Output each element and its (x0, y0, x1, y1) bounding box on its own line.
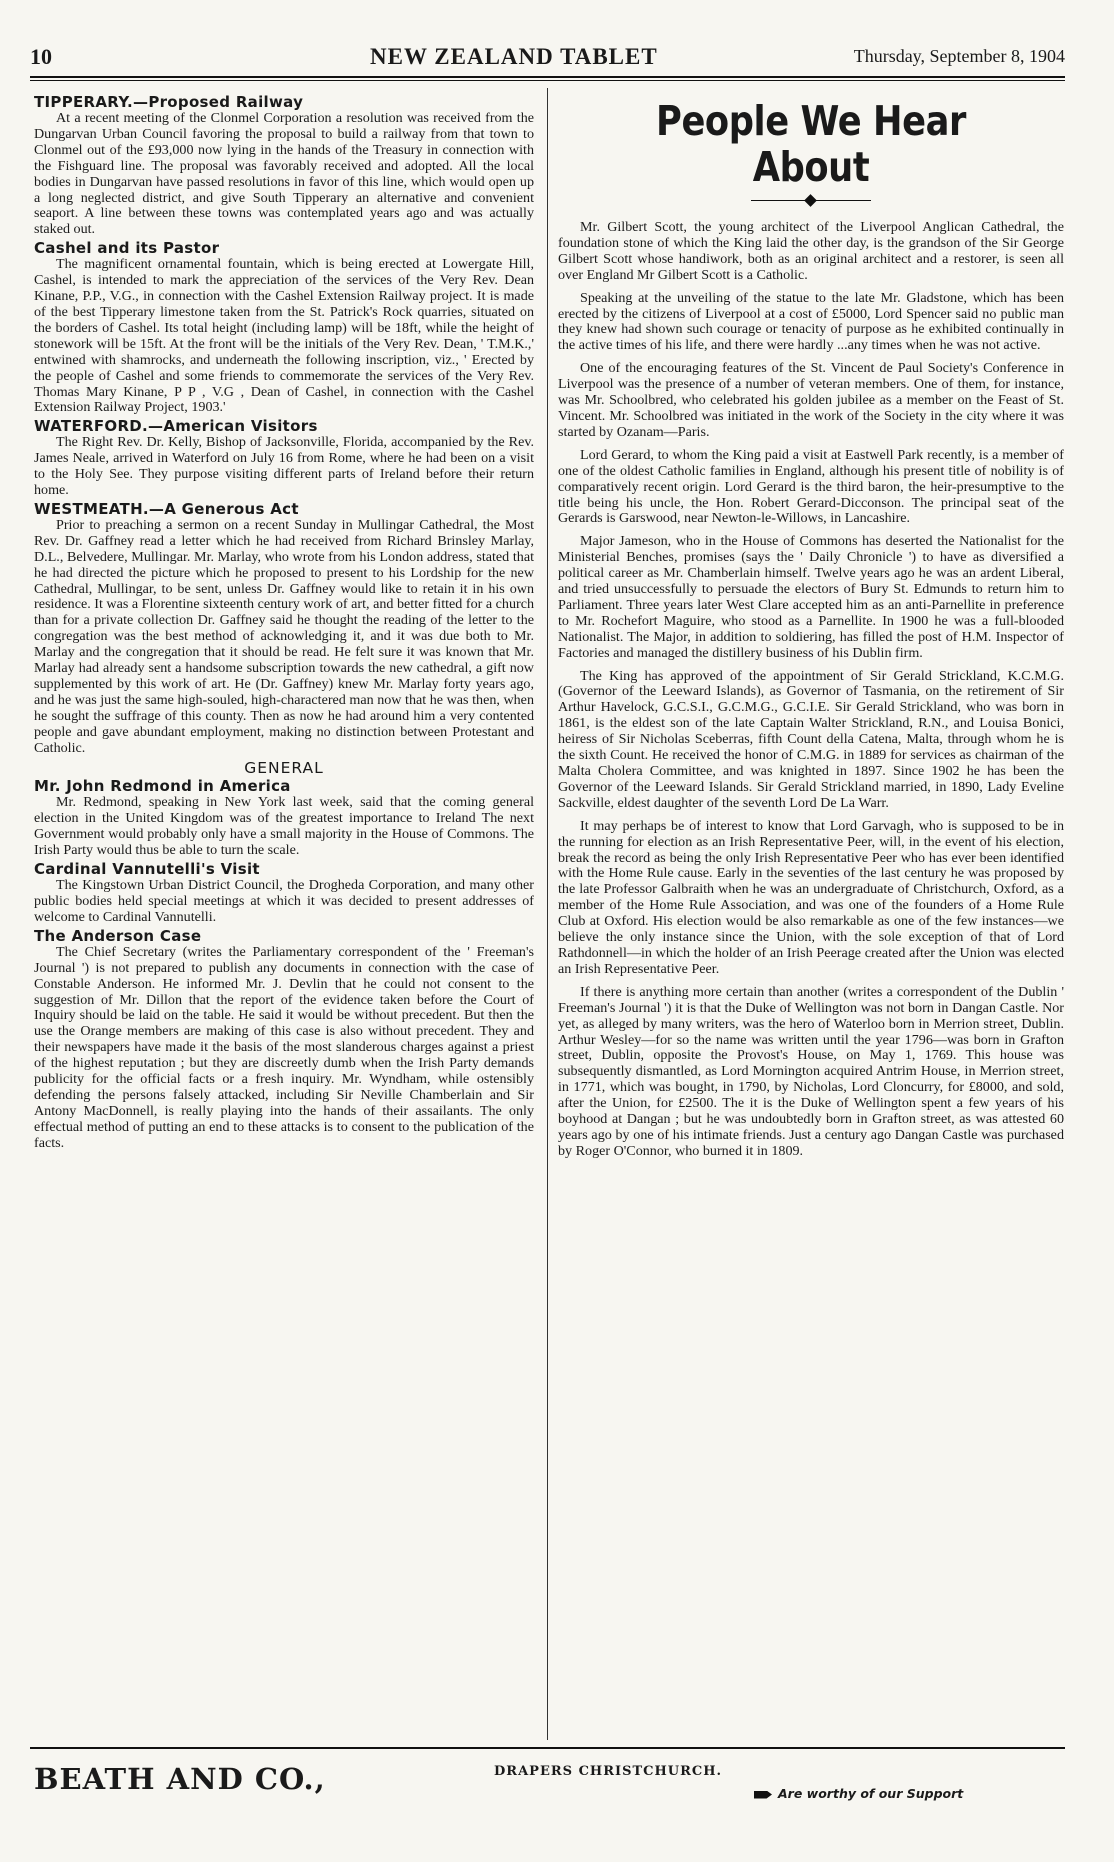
tipperary-article: At a recent meeting of the Clonmel Corporation a resolution was received from the Dungarvan Urban Council favoring the proposal to build a railway from that town to Clonmel out of the £93,000 now lying in the hands of the Treasury in connection with the Fishguard line. The proposal was favorably received and adopted. All the local bodies in Dungarvan have passed resolutions in favor of this line, which would open up a long neglected district, and give South Tipperary an alternative and convenient seaport. A line between these towns was contemplated years ago and was actually staked out. (34, 110, 534, 238)
vannutelli-heading: Cardinal Vannutelli's Visit (34, 860, 260, 879)
issue-date: Thursday, September 8, 1904 (853, 46, 1065, 66)
people-paragraph: Speaking at the unveiling of the statue to the late Mr. Gladstone, which has been erected by the citizens of Liverpool at a cost of £5000, Lord Spencer said no public man they knew had shown such courage or tenacity of purpose as he exhibited continually in the active times of his life, and there were hardly ...any times when he was not active. (558, 289, 1064, 354)
vannutelli-article: The Kingstown Urban District Council, the Drogheda Corporation, and many other public bodies held special meetings at which it was decided to present addresses of welcome to Cardinal Vannutelli. (34, 877, 534, 925)
right-column (558, 98, 1064, 1160)
advertiser-tagline: DRAPERS CHRISTCHURCH. (494, 1764, 723, 1779)
people-paragraph: Major Jameson, who in the House of Commons has deserted the Nationalist for the Ministerial Benches, promises (says the ' Daily Chronicle ') to have as diversified a political career as Mr. Chamberlain himself. Twelve years ago he was an ardent Liberal, and tried unsuccessfully to persuade the electors of Bury St. Edmunds to return him to Parliament. Three years later West Clare accepted him as an anti-Parnellite in preference to Mr. Rochefort Maguire, who stood as a Parnellite. In 1900 he was a full-blooded Nationalist. The Major, in addition to soldiering, has filled the post of H.M. Inspector of Factories and managed the distillery business of his Dublin firm. (558, 533, 1064, 661)
masthead: NEW ZEALAND TABLET (370, 44, 658, 69)
advertisement-footer (34, 1762, 1064, 1802)
column-divider (547, 88, 548, 1740)
anderson-article: The Chief Secretary (writes the Parliamentary correspondent of the ' Freeman's Journal ') is not prepared to publish any documents in connection with the case of Constable Anderson. He informed Mr. J. Devlin that he could not consent to the suggestion of Mr. Dillon that the report of the evidence taken before the Court of Inquiry should be laid on the table. He said it would be without precedent. But then the use the Orange members are making of this case is also without precedent. They and their newspapers have made it the basis of the most slanderous charges against a priest of the highest reputation ; but they are discreetly dumb when the Irish Party demands publicity for the official facts or a fresh inquiry. Mr. Wyndham, while ostensibly defending the persons falsely attacked, including Sir Neville Chamberlain and Sir Antony MacDonnell, is really playing into the hands of their assailants. The only effectual method of putting an end to these attacks is to consent to the publication of the facts. (34, 943, 534, 1151)
page-header (30, 44, 1065, 74)
waterford-heading: WATERFORD.—American Visitors (34, 417, 318, 436)
cashel-article: The magnificent ornamental fountain, which is being erected at Lowergate Hill, Cashel, is intended to mark the appreciation of the services of the Very Rev. Dean Kinane, P.P., V.G., in connection with the Cashel Extension Railway project. It is made of the best Tipperary limestone taken from the St. Patrick's Rock quarries, situated on the borders of Cashel. Its total height (including lamp) will be 18ft, while the height of stonework will be 15ft. At the front will be the initials of the Very Rev. Dean, ' T.M.K.,' entwined with shamrocks, and underneath the following inscription, viz., ' Erected by the people of Cashel and some friends to commemorate the services of the Very Rev. Thomas Mary Kinane, P P , V.G , Dean of Cashel, in connection with the Cashel Extension Railway Project, 1903.' (34, 256, 534, 416)
header-rule-thin (30, 80, 1065, 81)
westmeath-article: Prior to preaching a sermon on a recent Sunday in Mullingar Cathedral, the Most Rev. Dr. Gaffney read a letter which he had received from Richard Brinsley Marlay, D.L., Belvedere, Mullingar. Mr. Marlay, who wrote from his London address, stated that he had directed the picture which he proposed to present to his Lordship for the new Cathedral, Mullingar, to be sent, unless Dr. Gaffney would like to retain it in his own residence. It was a Florentine sixteenth century work of art, and better fitted for a church than for a private collection Dr. Gaffney said he thought the reading of the letter to the congregation was the best method of acknowledging it, and it was due both to Mr. Marlay and the congregation that it should be read. He felt sure it was known that Mr. Marlay had already sent a handsome subscription towards the new cathedral, a gift now supplemented by this work of art. He (Dr. Gaffney) knew Mr. Marlay forty years ago, and he was just the same high-souled, high-charactered man now that he was then, when he sought the suffrage of this county. Then as now he had around him a very contented people and gave abundant employment, making no distinction between Protestant and Catholic. (34, 516, 534, 756)
advertiser-name: BEATH AND CO., (34, 1762, 326, 1796)
support-text: Are worthy of our Support (778, 1786, 964, 1801)
footer-rule (30, 1747, 1065, 1749)
people-paragraph: It may perhaps be of interest to know that Lord Garvagh, who is supposed to be in the running for election as an Irish Representative Peer, will, in the event of his election, break the record as being the only Irish Representative Peer who has ever been identified with the Home Rule cause. Early in the seventies of the last century he was proposed by the late Professor Galbraith when he was an undergraduate of Christchurch, Oxford, as a member of the Home Rule Association, and was one of the founders of a Home Rule Club at Oxford. His election would be also remarkable as one of the few instances—we believe the only instance since the Union, with the sole exception of that of Lord Rathdonnell—in which the holder of an Irish Peerage created after the Union was elected an Irish Representative Peer. (558, 817, 1064, 977)
westmeath-heading: WESTMEATH.—A Generous Act (34, 499, 299, 518)
pointing-hand-icon (754, 1791, 772, 1799)
anderson-heading: The Anderson Case (34, 926, 202, 945)
redmond-article: Mr. Redmond, speaking in New York last week, said that the coming general election in the United Kingdom was of the greatest importance to Ireland The next Government would probably only have a small majority in the House of Commons. The Irish Party would thus be able to turn the scale. (34, 794, 534, 859)
feature-title: People We Hear About (656, 97, 966, 191)
page-number: 10 (30, 44, 52, 69)
header-rule (30, 76, 1065, 78)
left-column (34, 92, 534, 1152)
people-paragraph: The King has approved of the appointment of Sir Gerald Strickland, K.C.M.G. (Governor of the Leeward Islands), as Governor of Tasmania, on the retirement of Sir Arthur Havelock, G.C.S.I., G.C.M.G., G.C.I.E. Sir Gerald Strickland, who was born in 1861, is the eldest son of the late Captain Walter Strickland, R.N., and Louisa Bonici, heiress of Sir Nicholas Sceberras, fifth Count della Catena, Malta, through whom he is the sixth Count. He received the honor of C.M.G. in 1889 for services as chairman of the Malta Cholera Committee, and was knighted in 1897. Since 1902 he has been the Governor of the Leeward Islands. Sir Gerald Strickland married, in 1890, Lady Eveline Sackville, eldest daughter of the seventh Lord De La Warr. (558, 667, 1064, 811)
waterford-article: The Right Rev. Dr. Kelly, Bishop of Jacksonville, Florida, accompanied by the Rev. James Neale, arrived in Waterford on July 16 from Rome, where he had been on a visit to the Holy See. They purpose visiting different parts of Ireland before their return home. (34, 434, 534, 499)
general-heading: GENERAL (244, 758, 324, 777)
redmond-heading: Mr. John Redmond in America (34, 777, 291, 796)
diamond-ornament-icon (804, 194, 817, 207)
tipperary-heading: TIPPERARY.—Proposed Railway (34, 93, 304, 111)
people-paragraph: Lord Gerard, to whom the King paid a visit at Eastwell Park recently, is a member of one of the oldest Catholic families in England, although his present title of nobility is of comparatively recent origin. Lord Gerard is the third baron, the heir-presumptive to the title being his uncle, the Hon. Robert Gerard-Dicconson. The principal seat of the Gerards is Garswood, near Newton-le-Willows, in Lancashire. (558, 446, 1064, 527)
title-ornament (751, 196, 871, 206)
people-paragraph: If there is anything more certain than another (writes a correspondent of the Dublin ' Freeman's Journal ') it is that the Duke of Wellington was not born in Dangan Castle. Nor yet, as alleged by many writers, was the hero of Waterloo born in Merrion street, Dublin. Arthur Wesley—for so the name was written until the year 1796—was born in Grafton street, Dublin, opposite the Provost's House, on May 1, 1769. This house was subsequently dismantled, as Lord Mornington acquired Antrim House, in Merrion street, in 1771, which was bought, in 1790, by Nicholas, Lord Cloncurry, for £8000, and sold, after the Union, for £2500. The it is the Duke of Wellington spent a few years of his boyhood at Dangan ; but he was undoubtedly born in Grafton street, as was attested 60 years ago by one of his intimate friends. Just a century ago Dangan Castle was purchased by Roger O'Connor, who burned it in 1809. (558, 983, 1064, 1159)
people-paragraph: Mr. Gilbert Scott, the young architect of the Liverpool Anglican Cathedral, the foundation stone of which the King laid the other day, is the grandson of the Sir George Gilbert Scott whose handiwork, both as an original architect and a restorer, is seen all over England Mr Gilbert Scott is a Catholic. (558, 219, 1064, 283)
cashel-heading: Cashel and its Pastor (34, 239, 220, 258)
support-notice (754, 1786, 963, 1801)
people-paragraph: One of the encouraging features of the St. Vincent de Paul Society's Conference in Liverpool was the presence of a number of veteran members. One of them, for instance, was Mr. Schoolbred, who celebrated his golden jubilee as a member on the Feast of St. Vincent. Mr. Schoolbred was initiated in the work of the Society in the city where it was started by Ozanam—Paris. (558, 360, 1064, 440)
